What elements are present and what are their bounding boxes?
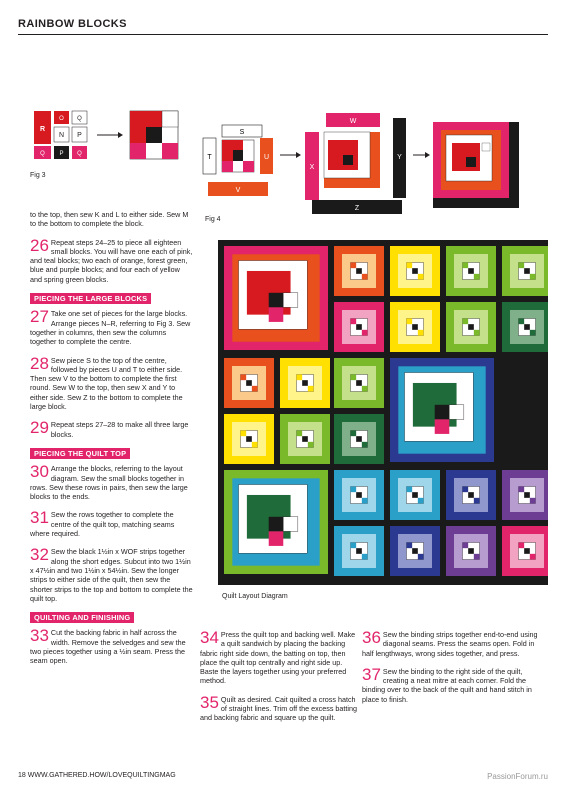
step-26 bbox=[30, 235, 193, 284]
fig4-label-u: U bbox=[263, 154, 270, 161]
page-footer: 18 WWW.GATHERED.HOW/LOVEQUILTINGMAG bbox=[18, 772, 176, 779]
step-number: 30 bbox=[30, 462, 49, 482]
fig3-label-r: R bbox=[39, 126, 46, 133]
step-36 bbox=[362, 630, 540, 658]
step-text: Cut the backing fabric in half across the width. Remove the selvedges and sew the two pieces together using a ½in seam. Press the seam open. bbox=[30, 628, 186, 666]
step-30 bbox=[30, 464, 193, 501]
fig4-label-v: V bbox=[235, 187, 241, 194]
fig4-label-z: Z bbox=[354, 205, 360, 212]
fig3-label-p2: P bbox=[77, 132, 82, 139]
step-32 bbox=[30, 547, 193, 603]
fig4-caption: Fig 4 bbox=[205, 216, 221, 223]
header-rule bbox=[18, 34, 548, 35]
fig4-diagram bbox=[200, 110, 540, 220]
step-29 bbox=[30, 420, 193, 439]
section-heading: PIECING THE QUILT TOP bbox=[30, 448, 130, 459]
quilt-layout-diagram bbox=[218, 240, 548, 585]
fig3-label-q1: Q bbox=[40, 151, 45, 157]
step-number: 33 bbox=[30, 626, 49, 646]
step-text: Repeat steps 27–28 to make all three large blocks. bbox=[50, 420, 189, 439]
step-34 bbox=[200, 630, 360, 686]
fig4-label-w: W bbox=[349, 118, 357, 125]
step-28 bbox=[30, 353, 193, 412]
fig3-label-n: N bbox=[58, 132, 65, 139]
step-number: 32 bbox=[30, 545, 49, 565]
step-number: 37 bbox=[362, 664, 381, 684]
step-text: Sew piece S to the top of the centre, followed by pieces U and T to either side. Then sew V to the bottom to complete the first round. Sew W to the top, then sew X and Y to either side. Sew Z to the bottom to complete the large block. bbox=[30, 355, 183, 412]
page-title: RAINBOW BLOCKS bbox=[18, 18, 127, 30]
step-37 bbox=[362, 664, 540, 704]
watermark: PassionForum.ru bbox=[487, 772, 548, 781]
intro-paragraph: to the top, then sew K and L to either side. Sew M to the bottom to complete the block. bbox=[30, 210, 189, 229]
step-31 bbox=[30, 510, 193, 538]
step-text: Quilt as desired. Cait quilted a cross hatch of straight lines. Trim off the excess batting and backing fabric and square up the quilt. bbox=[200, 694, 358, 723]
fig3-label-o: O bbox=[59, 116, 64, 122]
step-number: 29 bbox=[30, 418, 49, 438]
step-text: Take one set of pieces for the large blocks. Arrange pieces N–R, referring to Fig 3. Sew together in columns, then sew the columns together to complete the centre. bbox=[30, 309, 191, 347]
section-heading: PIECING THE LARGE BLOCKS bbox=[30, 293, 151, 304]
step-text: Press the quilt top and backing well. Make a quilt sandwich by placing the backing fabric right side down, the batting on top, then place the quilt top centrally and right side up. Baste the layers together using your preferred method. bbox=[200, 630, 356, 686]
right-steps bbox=[362, 630, 540, 704]
section-heading: QUILTING AND FINISHING bbox=[30, 612, 134, 623]
step-text: Sew the binding to the right side of the quilt, creating a neat mitre at each corner. Fold the binding over to the back of the quilt and hand stitch in place to finish. bbox=[362, 666, 532, 704]
step-text: Sew the black 1½in x WOF strips together along the short edges. Subcut into two 1½in x 47½in and two 1½in x 54½in. Sew the longer strips to either side of the quilt, then sew the shorter strips to the top and bottom to complete the quilt top. bbox=[30, 547, 193, 603]
fig3-label-q2: Q bbox=[77, 116, 82, 122]
quilt-layout-caption: Quilt Layout Diagram bbox=[222, 593, 288, 600]
left-steps bbox=[30, 235, 193, 666]
step-35 bbox=[200, 692, 360, 723]
step-text: Sew the binding strips together end-to-end using diagonal seams. Press the seams open. Fold in half lengthways, wrong sides together, and press. bbox=[362, 630, 538, 658]
step-text: Sew the rows together to complete the centre of the quilt top, matching seams where required. bbox=[30, 510, 175, 539]
fig4-label-s: S bbox=[239, 129, 245, 136]
fig4-label-x: X bbox=[309, 164, 315, 171]
step-number: 28 bbox=[30, 353, 49, 373]
fig3-diagram bbox=[30, 108, 180, 168]
fig3-label-p1: P bbox=[59, 151, 64, 157]
step-33 bbox=[30, 628, 193, 665]
step-text: Arrange the blocks, referring to the layout diagram. Sew the small blocks together in rows. Sew these rows in pairs, then sew the large blocks to the ends. bbox=[30, 464, 188, 502]
step-number: 35 bbox=[200, 692, 219, 712]
mid-column bbox=[200, 630, 360, 732]
fig3-caption: Fig 3 bbox=[30, 172, 46, 179]
step-number: 26 bbox=[30, 235, 49, 255]
fig3-label-q3: Q bbox=[77, 151, 82, 157]
step-number: 27 bbox=[30, 307, 49, 327]
step-number: 34 bbox=[200, 628, 219, 647]
fig4-label-y: Y bbox=[397, 154, 402, 161]
right-column bbox=[362, 630, 540, 713]
step-text: Repeat steps 24–25 to piece all eighteen small blocks. You will have one each of pink, and teal blocks; two each of orange, forest green, blue and purple blocks; and four each of yellow and spring green blocks. bbox=[30, 237, 193, 284]
left-column bbox=[30, 210, 193, 675]
step-27 bbox=[30, 309, 193, 346]
step-number: 36 bbox=[362, 628, 381, 647]
step-number: 31 bbox=[30, 508, 49, 528]
fig4-label-t: T bbox=[207, 154, 212, 161]
mid-steps bbox=[200, 630, 360, 723]
